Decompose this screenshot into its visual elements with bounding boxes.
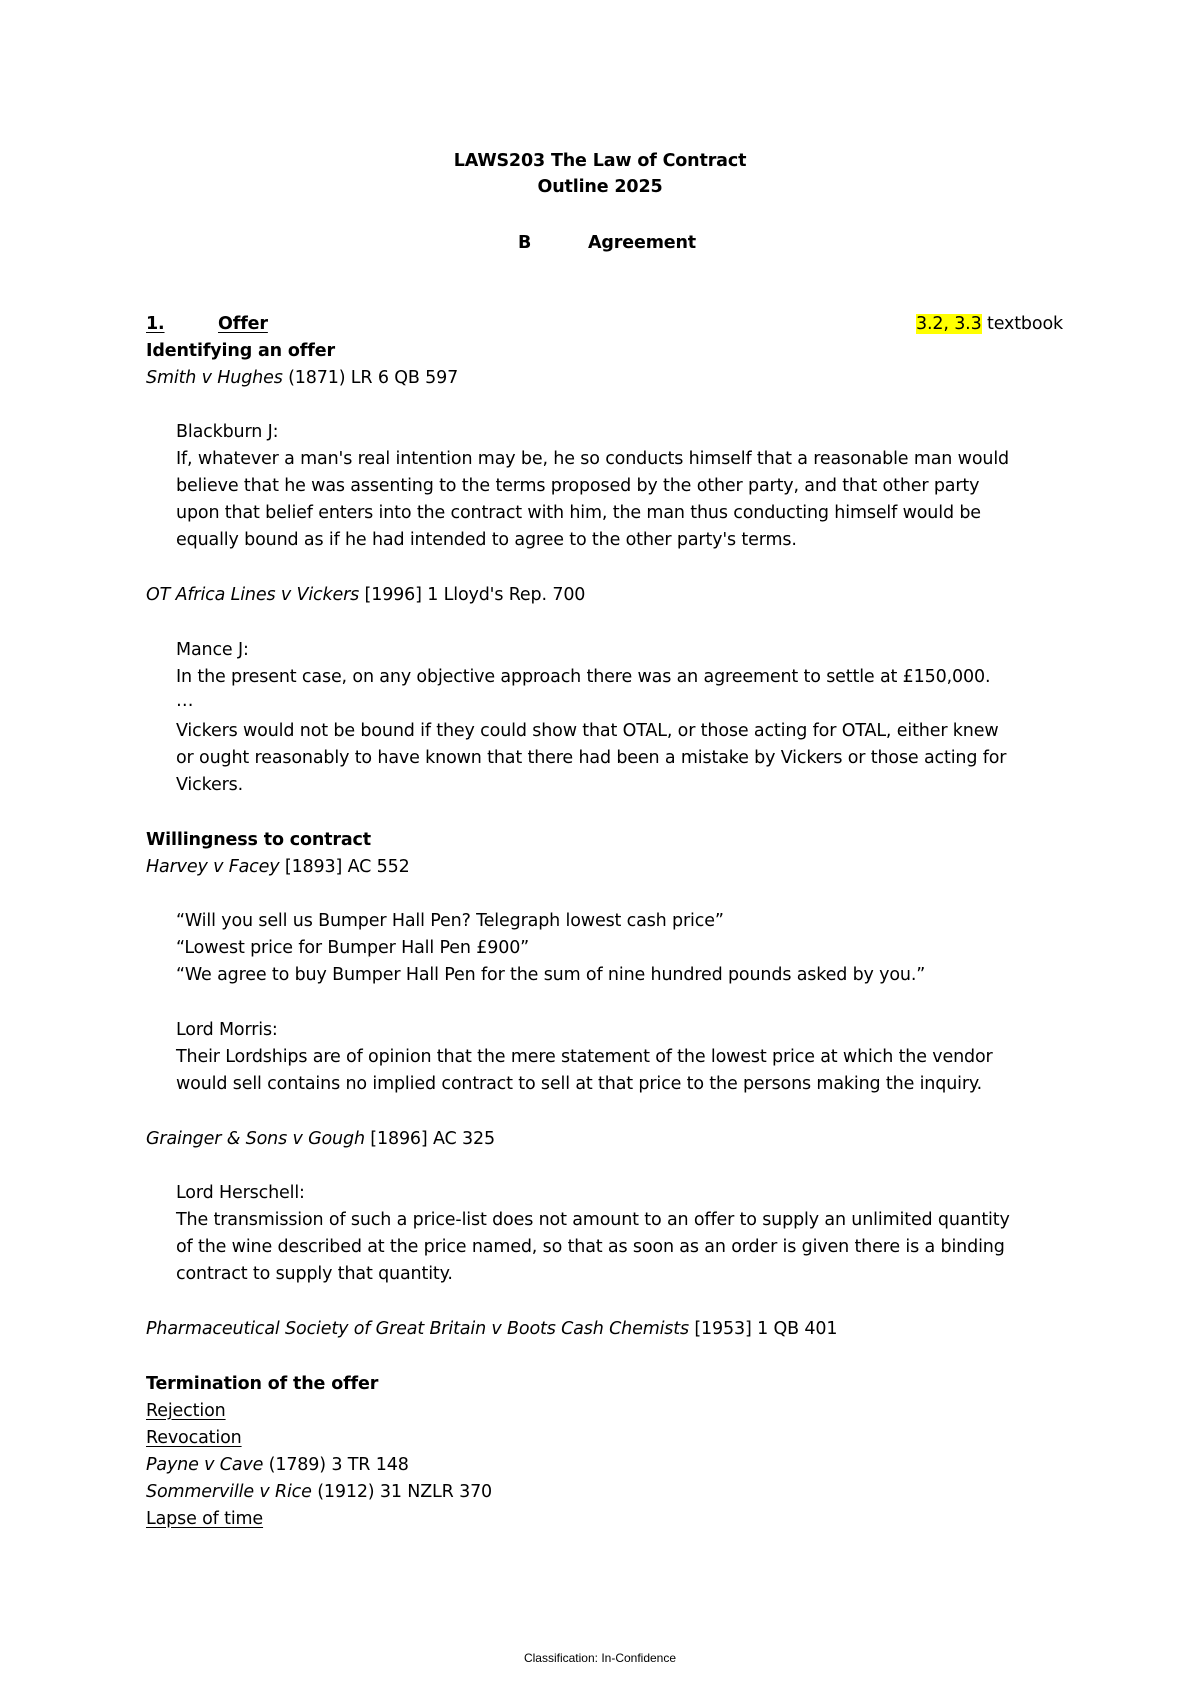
judge-name: Lord Herschell:: [176, 1183, 305, 1203]
case-citation: [146, 1481, 492, 1503]
quote-line: If, whatever a man's real intention may be, he so conducts himself that a reasonable man would: [176, 449, 1009, 469]
case-reference: (1912) 31 NZLR 370: [311, 1482, 493, 1502]
subheading-revocation: Revocation: [146, 1428, 242, 1448]
case-reference: [1953] 1 QB 401: [688, 1319, 838, 1339]
case-name: Pharmaceutical Society of Great Britain v Boots Cash Chemists: [146, 1319, 689, 1339]
quote-line: Vickers would not be bound if they could show that OTAL, or those acting for OTAL, either knew: [176, 721, 999, 741]
quote-line: upon that belief enters into the contract with him, the man thus conducting himself would be: [176, 503, 981, 523]
case-reference: [1896] AC 325: [364, 1129, 495, 1149]
judge-name: Mance J:: [176, 640, 249, 660]
case-citation: [146, 367, 458, 389]
quote-line: contract to supply that quantity.: [176, 1264, 453, 1284]
part-letter: B: [518, 233, 532, 253]
case-citation: [146, 1454, 409, 1476]
case-reference: [1996] 1 Lloyd's Rep. 700: [359, 585, 586, 605]
case-name: Sommerville v Rice: [146, 1482, 312, 1502]
exchange-line: “Lowest price for Bumper Hall Pen £900”: [176, 938, 530, 958]
case-name: OT Africa Lines v Vickers: [146, 585, 360, 605]
case-citation: [146, 584, 585, 606]
quote-line: would sell contains no implied contract to sell at that price to the persons making the inquiry.: [176, 1074, 983, 1094]
part-title: Agreement: [588, 233, 697, 253]
subheading-lapse: Lapse of time: [146, 1509, 264, 1529]
exchange-line: “We agree to buy Bumper Hall Pen for the sum of nine hundred pounds asked by you.”: [176, 965, 926, 985]
case-reference: (1871) LR 6 QB 597: [282, 368, 459, 388]
case-citation: [146, 856, 410, 878]
case-name: Grainger & Sons v Gough: [146, 1129, 365, 1149]
case-name: Smith v Hughes: [146, 368, 283, 388]
section-number: 1.: [146, 314, 165, 334]
quote-line: of the wine described at the price named, so that as soon as an order is given there is a binding: [176, 1237, 1005, 1257]
case-name: Harvey v Facey: [146, 857, 280, 877]
heading-termination: Termination of the offer: [146, 1374, 379, 1394]
quote-line: believe that he was assenting to the terms proposed by the other party, and that other party: [176, 476, 980, 496]
document-subtitle: Outline 2025: [537, 177, 663, 197]
textbook-reference: [916, 313, 1063, 335]
quote-line: Their Lordships are of opinion that the mere statement of the lowest price at which the vendor: [176, 1047, 993, 1067]
document-title: LAWS203 The Law of Contract: [453, 151, 747, 171]
case-reference: (1789) 3 TR 148: [263, 1455, 409, 1475]
quote-line: Vickers.: [176, 775, 244, 795]
judge-name: Lord Morris:: [176, 1020, 278, 1040]
section-title: Offer: [218, 314, 268, 334]
subheading-rejection: Rejection: [146, 1401, 226, 1421]
case-citation: [146, 1128, 495, 1150]
case-citation: [146, 1318, 837, 1340]
quote-ellipsis: …: [176, 691, 194, 711]
textbook-reference-highlight: 3.2, 3.3: [915, 314, 982, 334]
case-name: Payne v Cave: [146, 1455, 264, 1475]
case-reference: [1893] AC 552: [279, 857, 410, 877]
quote-line: or ought reasonably to have known that there had been a mistake by Vickers or those acting for: [176, 748, 1007, 768]
judge-name: Blackburn J:: [176, 422, 279, 442]
quote-line: equally bound as if he had intended to agree to the other party's terms.: [176, 530, 797, 550]
exchange-line: “Will you sell us Bumper Hall Pen? Telegraph lowest cash price”: [176, 911, 724, 931]
heading-identifying-offer: Identifying an offer: [146, 341, 335, 361]
quote-line: In the present case, on any objective approach there was an agreement to settle at £150,000.: [176, 667, 991, 687]
heading-willingness: Willingness to contract: [146, 830, 371, 850]
quote-line: The transmission of such a price-list does not amount to an offer to supply an unlimited quantity: [176, 1210, 1010, 1230]
textbook-reference-text: textbook: [981, 314, 1063, 334]
classification-footer: Classification: In-Confidence: [523, 1651, 677, 1665]
